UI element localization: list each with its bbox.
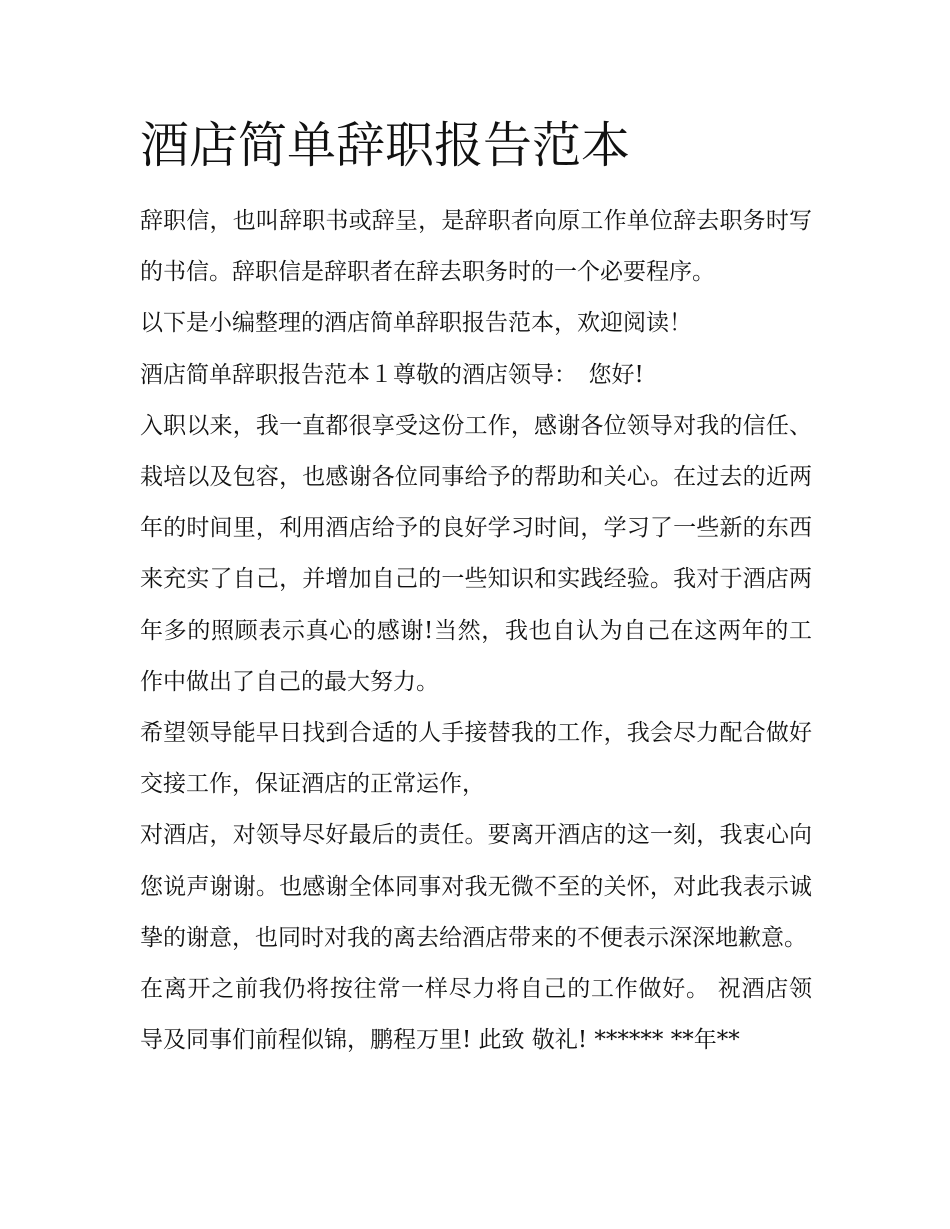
paragraph-editor-note: 以下是小编整理的酒店简单辞职报告范本，欢迎阅读！ bbox=[140, 310, 692, 337]
paragraph-intro: 辞职信，也叫辞职书或辞呈，是辞职者向原工作单位辞去职务时写的书信。辞职信是辞职者在辞去职务时的一个必要程序。 bbox=[140, 208, 812, 286]
document-title: 酒店简单辞职报告范本 bbox=[140, 117, 631, 174]
paragraph-salutation: 酒店简单辞职报告范本１尊敬的酒店领导： 您好! bbox=[140, 361, 644, 388]
paragraph-gratitude: 入职以来，我一直都很享受这份工作，感谢各位领导对我的信任、栽培以及包容，也感谢各位同事给予的帮助和关心。在过去的近两年的时间里，利用酒店给予的良好学习时间，学习了一些新的东西来充实了自己，并增加自己的一些知识和实践经验。我对于酒店两年多的照顾表示真心的感谢!当然，我也自认为自己在这两年的工作中做出了自己的最大努力。 bbox=[140, 412, 812, 695]
paragraph-handover: 希望领导能早日找到合适的人手接替我的工作，我会尽力配合做好交接工作，保证酒店的正常运作， bbox=[140, 720, 812, 798]
document-body bbox=[140, 196, 812, 1066]
paragraph-thanks: 对酒店，对领导尽好最后的责任。要离开酒店的这一刻，我衷心向您说声谢谢。也感谢全体同事对我无微不至的关怀，对此我表示诚挚的谢意，也同时对我的离去给酒店带来的不便表示深深地歉意。 bbox=[140, 822, 812, 951]
paragraph-closing: 在离开之前我仍将按往常一样尽力将自己的工作做好。 祝酒店领导及同事们前程似锦，鹏程万里! 此致 敬礼! ****** **年** bbox=[140, 976, 812, 1054]
